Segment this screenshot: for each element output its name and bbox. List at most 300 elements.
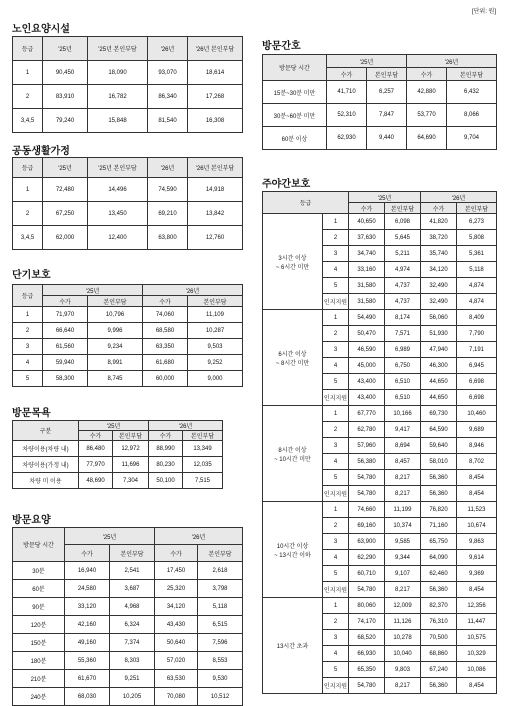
- cell: 32,490: [421, 278, 457, 294]
- cell: 10,205: [110, 688, 155, 706]
- header-26: '26년: [149, 421, 223, 431]
- grade-cell: 2: [323, 422, 349, 438]
- grade-cell: 2: [323, 518, 349, 534]
- table-row: [13, 371, 243, 387]
- cell: 9,234: [88, 339, 143, 355]
- cell: 45,000: [349, 358, 385, 374]
- cell: 66,930: [349, 646, 385, 662]
- cell: 1: [13, 178, 43, 202]
- cell: 6,989: [385, 342, 421, 358]
- header-25: '25년: [43, 158, 88, 178]
- table-row: [13, 109, 243, 133]
- cell: 18,090: [88, 61, 148, 85]
- cell: 50,470: [349, 326, 385, 342]
- header-26: '26년: [143, 285, 243, 296]
- cell: 54,490: [349, 310, 385, 326]
- cell: 74,060: [143, 307, 188, 323]
- section-title-visit-nursing: 방문간호: [262, 41, 301, 52]
- cell: 50,100: [149, 473, 183, 489]
- header-copay: 본인부담: [188, 296, 243, 307]
- visit-nursing-table: [262, 54, 497, 150]
- short-term-table: [12, 284, 243, 387]
- cell: 13,842: [188, 202, 243, 226]
- cell: 80,230: [149, 457, 183, 473]
- cell: 59,940: [43, 355, 88, 371]
- cell: 5,118: [198, 598, 243, 616]
- cell: 210분: [13, 670, 65, 688]
- cell: 63,900: [349, 534, 385, 550]
- cell: 44,650: [421, 374, 457, 390]
- cell: 8,217: [385, 678, 421, 694]
- cell: 9,417: [385, 422, 421, 438]
- cell: 9,704: [447, 127, 497, 150]
- cell: 70,500: [421, 630, 457, 646]
- cell: 8,454: [457, 486, 497, 502]
- grade-cell: 1: [323, 502, 349, 518]
- cell: 86,480: [79, 441, 113, 457]
- header-grade: 등급: [13, 285, 43, 307]
- cell: 8,553: [198, 652, 243, 670]
- table-row: [13, 61, 243, 85]
- header-fee: 수가: [79, 431, 113, 441]
- cell: 9,107: [385, 566, 421, 582]
- cell: 9,863: [457, 534, 497, 550]
- cell: 4,874: [457, 278, 497, 294]
- cell: 72,480: [43, 178, 88, 202]
- cell: 10,287: [188, 323, 243, 339]
- cell: 61,680: [143, 355, 188, 371]
- cell: 14,496: [88, 178, 148, 202]
- cell: 77,970: [79, 457, 113, 473]
- group-home-table: [12, 157, 243, 250]
- cell: 8,217: [385, 470, 421, 486]
- header-copay: 본인부담: [113, 431, 149, 441]
- cell: 10,040: [385, 646, 421, 662]
- cell: 9,585: [385, 534, 421, 550]
- cell: 30분: [13, 562, 65, 580]
- cell: 83,910: [43, 85, 88, 109]
- cell: 11,523: [457, 502, 497, 518]
- cell: 9,440: [367, 127, 407, 150]
- cell: 8,217: [385, 486, 421, 502]
- cell: 53,770: [407, 104, 447, 127]
- grade-cell: 2: [323, 614, 349, 630]
- time-range-label: [263, 598, 323, 694]
- cell: 62,000: [43, 226, 88, 250]
- header-25: '25년: [43, 285, 143, 296]
- header-26: '26년: [155, 528, 243, 545]
- table-row: [263, 104, 497, 127]
- cell: 10,374: [385, 518, 421, 534]
- time-range-line1: 3시간 이상: [278, 255, 307, 262]
- cell: 8,745: [88, 371, 143, 387]
- cell: 43,400: [349, 390, 385, 406]
- cell: 33,160: [349, 262, 385, 278]
- cell: 56,360: [421, 582, 457, 598]
- cell: 5: [13, 371, 43, 387]
- cell: 6,432: [447, 81, 497, 104]
- cell: 63,800: [148, 226, 188, 250]
- header-25: '25년: [327, 55, 407, 68]
- cell: 11,109: [188, 307, 243, 323]
- cell: 1: [13, 61, 43, 85]
- cell: 65,750: [421, 534, 457, 550]
- table-row: [13, 307, 243, 323]
- cell: 12,760: [188, 226, 243, 250]
- grade-cell: 인지지원: [323, 294, 349, 310]
- section-title-day-night: 주야간보호: [262, 179, 311, 190]
- cell: 7,374: [110, 634, 155, 652]
- cell: 63,350: [143, 339, 188, 355]
- cell: 56,060: [421, 310, 457, 326]
- cell: 차량이용(가정 내): [13, 457, 79, 473]
- time-range-line1: 6시간 이상: [278, 351, 307, 358]
- table-row: [13, 202, 243, 226]
- cell: 8,066: [447, 104, 497, 127]
- cell: 74,660: [349, 502, 385, 518]
- cell: 57,020: [155, 652, 198, 670]
- table-row: [13, 562, 243, 580]
- cell: 35,740: [421, 246, 457, 262]
- cell: 8,303: [110, 652, 155, 670]
- cell: 11,696: [113, 457, 149, 473]
- cell: 17,450: [155, 562, 198, 580]
- table-row: [263, 214, 497, 230]
- cell: 67,770: [349, 406, 385, 422]
- table-row: [13, 441, 223, 457]
- cell: 6,098: [385, 214, 421, 230]
- cell: 67,250: [43, 202, 88, 226]
- cell: 41,710: [327, 81, 367, 104]
- grade-cell: 인지지원: [323, 486, 349, 502]
- cell: 43,430: [155, 616, 198, 634]
- time-range-line1: 13시간 초과: [276, 644, 309, 650]
- grade-cell: 2: [323, 230, 349, 246]
- cell: 47,940: [421, 342, 457, 358]
- cell: 6,750: [385, 358, 421, 374]
- grade-cell: 5: [323, 374, 349, 390]
- table-row: [13, 634, 243, 652]
- table-row: [13, 85, 243, 109]
- table-row: [263, 81, 497, 104]
- header-fee: 수가: [327, 68, 367, 81]
- header-26-copay: '26년 본인부담: [188, 158, 243, 178]
- cell: 68,860: [421, 646, 457, 662]
- grade-cell: 인지지원: [323, 678, 349, 694]
- cell: 61,670: [65, 670, 110, 688]
- grade-cell: 인지지원: [323, 582, 349, 598]
- cell: 12,035: [183, 457, 223, 473]
- cell: 42,160: [65, 616, 110, 634]
- header-25-copay: '25년 본인부담: [88, 158, 148, 178]
- header-fee: 수가: [349, 203, 385, 214]
- header-25: '25년: [65, 528, 155, 545]
- table-row: [263, 502, 497, 518]
- cell: 62,780: [349, 422, 385, 438]
- grade-cell: 3: [323, 534, 349, 550]
- cell: 6,324: [110, 616, 155, 634]
- grade-cell: 5: [323, 278, 349, 294]
- cell: 9,614: [457, 550, 497, 566]
- cell: 50,640: [155, 634, 198, 652]
- header-fee: 수가: [43, 296, 88, 307]
- cell: 7,191: [457, 342, 497, 358]
- cell: 34,740: [349, 246, 385, 262]
- table-row: [263, 406, 497, 422]
- cell: 71,160: [421, 518, 457, 534]
- cell: 56,360: [421, 678, 457, 694]
- grade-cell: 3: [323, 630, 349, 646]
- header-copay: 본인부담: [447, 68, 497, 81]
- cell: 17,268: [188, 85, 243, 109]
- cell: 6,510: [385, 374, 421, 390]
- cell: 150분: [13, 634, 65, 652]
- table-row: [13, 323, 243, 339]
- cell: 64,690: [407, 127, 447, 150]
- cell: 59,640: [421, 438, 457, 454]
- cell: 46,300: [421, 358, 457, 374]
- cell: 49,160: [65, 634, 110, 652]
- cell: 13,349: [183, 441, 223, 457]
- grade-cell: 1: [323, 310, 349, 326]
- header-fee: 수가: [65, 545, 110, 562]
- cell: 7,847: [367, 104, 407, 127]
- cell: 88,990: [149, 441, 183, 457]
- header-time: 방문당 시간: [13, 528, 65, 562]
- cell: 9,369: [457, 566, 497, 582]
- cell: 56,380: [349, 454, 385, 470]
- cell: 93,070: [148, 61, 188, 85]
- cell: 5,211: [385, 246, 421, 262]
- time-range-line2: ~ 6시간 미만: [275, 264, 310, 271]
- cell: 57,960: [349, 438, 385, 454]
- cell: 90분: [13, 598, 65, 616]
- cell: 65,350: [349, 662, 385, 678]
- cell: 6,510: [385, 390, 421, 406]
- cell: 차량 미 이용: [13, 473, 79, 489]
- header-fee: 수가: [155, 545, 198, 562]
- cell: 10,460: [457, 406, 497, 422]
- cell: 6,698: [457, 390, 497, 406]
- header-25: '25년: [79, 421, 149, 431]
- cell: 31,580: [349, 278, 385, 294]
- cell: 10,278: [385, 630, 421, 646]
- cell: 10,575: [457, 630, 497, 646]
- cell: 16,782: [88, 85, 148, 109]
- cell: 60,000: [143, 371, 188, 387]
- cell: 14,918: [188, 178, 243, 202]
- table-row: [13, 616, 243, 634]
- time-range-line1: 8시간 이상: [278, 447, 307, 454]
- grade-cell: 4: [323, 646, 349, 662]
- cell: 54,780: [349, 678, 385, 694]
- table-row: [13, 226, 243, 250]
- cell: 8,991: [88, 355, 143, 371]
- grade-cell: 3: [323, 438, 349, 454]
- cell: 54,780: [349, 486, 385, 502]
- cell: 69,210: [148, 202, 188, 226]
- cell: 16,308: [188, 109, 243, 133]
- cell: 86,340: [148, 85, 188, 109]
- cell: 43,400: [349, 374, 385, 390]
- table-row: [263, 598, 497, 614]
- time-range-label: [263, 310, 323, 406]
- cell: 34,120: [421, 262, 457, 278]
- cell: 10,166: [385, 406, 421, 422]
- cell: 7,596: [198, 634, 243, 652]
- cell: 6,515: [198, 616, 243, 634]
- cell: 4: [13, 355, 43, 371]
- visit-care-table: [12, 527, 243, 706]
- cell: 68,580: [143, 323, 188, 339]
- unit-label: [단위: 원]: [471, 9, 496, 15]
- cell: 12,972: [113, 441, 149, 457]
- cell: 2: [13, 85, 43, 109]
- cell: 8,457: [385, 454, 421, 470]
- table-row: [13, 457, 223, 473]
- header-26: '26년: [148, 158, 188, 178]
- cell: 3: [13, 339, 43, 355]
- cell: 13,450: [88, 202, 148, 226]
- cell: 10,086: [457, 662, 497, 678]
- cell: 5,361: [457, 246, 497, 262]
- header-copay: 본인부담: [457, 203, 497, 214]
- cell: 1: [13, 307, 43, 323]
- cell: 4,737: [385, 278, 421, 294]
- time-range-line2: ~ 13시간 이하: [274, 552, 311, 559]
- header-grade: 등급: [13, 37, 43, 61]
- cell: 56,360: [421, 470, 457, 486]
- grade-cell: 1: [323, 406, 349, 422]
- cell: 44,650: [421, 390, 457, 406]
- cell: 80,060: [349, 598, 385, 614]
- cell: 32,490: [421, 294, 457, 310]
- cell: 10,329: [457, 646, 497, 662]
- day-night-table: [262, 191, 497, 694]
- cell: 69,160: [349, 518, 385, 534]
- grade-cell: 2: [323, 326, 349, 342]
- section-title-short-term: 단기보호: [12, 270, 51, 281]
- cell: 11,199: [385, 502, 421, 518]
- cell: 74,590: [148, 178, 188, 202]
- cell: 2: [13, 323, 43, 339]
- time-range-line2: ~ 10시간 미만: [274, 456, 311, 463]
- cell: 180분: [13, 652, 65, 670]
- cell: 11,126: [385, 614, 421, 630]
- grade-cell: 1: [323, 214, 349, 230]
- header-26-copay: '26년 본인부담: [188, 37, 243, 61]
- cell: 7,790: [457, 326, 497, 342]
- cell: 56,360: [421, 486, 457, 502]
- cell: 9,344: [385, 550, 421, 566]
- table-row: [263, 310, 497, 326]
- cell: 79,240: [43, 109, 88, 133]
- cell: 7,571: [385, 326, 421, 342]
- cell: 62,290: [349, 550, 385, 566]
- header-copay: 본인부담: [110, 545, 155, 562]
- cell: 48,690: [79, 473, 113, 489]
- cell: 7,515: [183, 473, 223, 489]
- cell: 61,560: [43, 339, 88, 355]
- section-title-bath: 방문목욕: [12, 408, 51, 419]
- cell: 62,930: [327, 127, 367, 150]
- cell: 81,540: [148, 109, 188, 133]
- cell: 8,694: [385, 438, 421, 454]
- cell: 76,820: [421, 502, 457, 518]
- cell: 69,730: [421, 406, 457, 422]
- cell: 차량이용(차량 내): [13, 441, 79, 457]
- cell: 120분: [13, 616, 65, 634]
- cell: 74,170: [349, 614, 385, 630]
- grade-cell: 5: [323, 566, 349, 582]
- cell: 10,796: [88, 307, 143, 323]
- time-range-label: [263, 214, 323, 310]
- grade-cell: 3: [323, 246, 349, 262]
- cell: 5,645: [385, 230, 421, 246]
- cell: 6,698: [457, 374, 497, 390]
- cell: 18,614: [188, 61, 243, 85]
- section-title-nursing: 노인요양시설: [12, 24, 70, 35]
- bath-table: [12, 420, 223, 489]
- cell: 62,460: [421, 566, 457, 582]
- cell: 10,512: [198, 688, 243, 706]
- grade-cell: 4: [323, 454, 349, 470]
- cell: 9,252: [188, 355, 243, 371]
- cell: 4,974: [385, 262, 421, 278]
- cell: 54,780: [349, 582, 385, 598]
- cell: 25,320: [155, 580, 198, 598]
- cell: 8,174: [385, 310, 421, 326]
- cell: 9,996: [88, 323, 143, 339]
- cell: 8,217: [385, 582, 421, 598]
- cell: 7,304: [113, 473, 149, 489]
- cell: 68,030: [65, 688, 110, 706]
- cell: 90,450: [43, 61, 88, 85]
- cell: 8,454: [457, 678, 497, 694]
- cell: 58,010: [421, 454, 457, 470]
- time-range-line2: ~ 8시간 미만: [275, 360, 310, 367]
- cell: 42,880: [407, 81, 447, 104]
- cell: 8,454: [457, 470, 497, 486]
- table-row: [13, 355, 243, 371]
- time-range-line1: 10시간 이상: [276, 543, 309, 550]
- cell: 54,780: [349, 470, 385, 486]
- cell: 52,310: [327, 104, 367, 127]
- cell: 67,240: [421, 662, 457, 678]
- header-25: '25년: [43, 37, 88, 61]
- header-copay: 본인부담: [198, 545, 243, 562]
- table-row: [13, 652, 243, 670]
- cell: 9,530: [198, 670, 243, 688]
- cell: 5,808: [457, 230, 497, 246]
- grade-cell: 1: [323, 598, 349, 614]
- cell: 60분: [13, 580, 65, 598]
- cell: 4,968: [110, 598, 155, 616]
- cell: 64,090: [421, 550, 457, 566]
- time-range-label: [263, 406, 323, 502]
- header-26: '26년: [148, 37, 188, 61]
- grade-cell: 인지지원: [323, 390, 349, 406]
- header-26: '26년: [407, 55, 497, 68]
- header-fee: 수가: [407, 68, 447, 81]
- cell: 51,930: [421, 326, 457, 342]
- cell: 63,530: [155, 670, 198, 688]
- header-fee: 수가: [421, 203, 457, 214]
- cell: 15분~30분 미만: [263, 81, 327, 104]
- cell: 41,820: [421, 214, 457, 230]
- cell: 34,120: [155, 598, 198, 616]
- table-row: [13, 688, 243, 706]
